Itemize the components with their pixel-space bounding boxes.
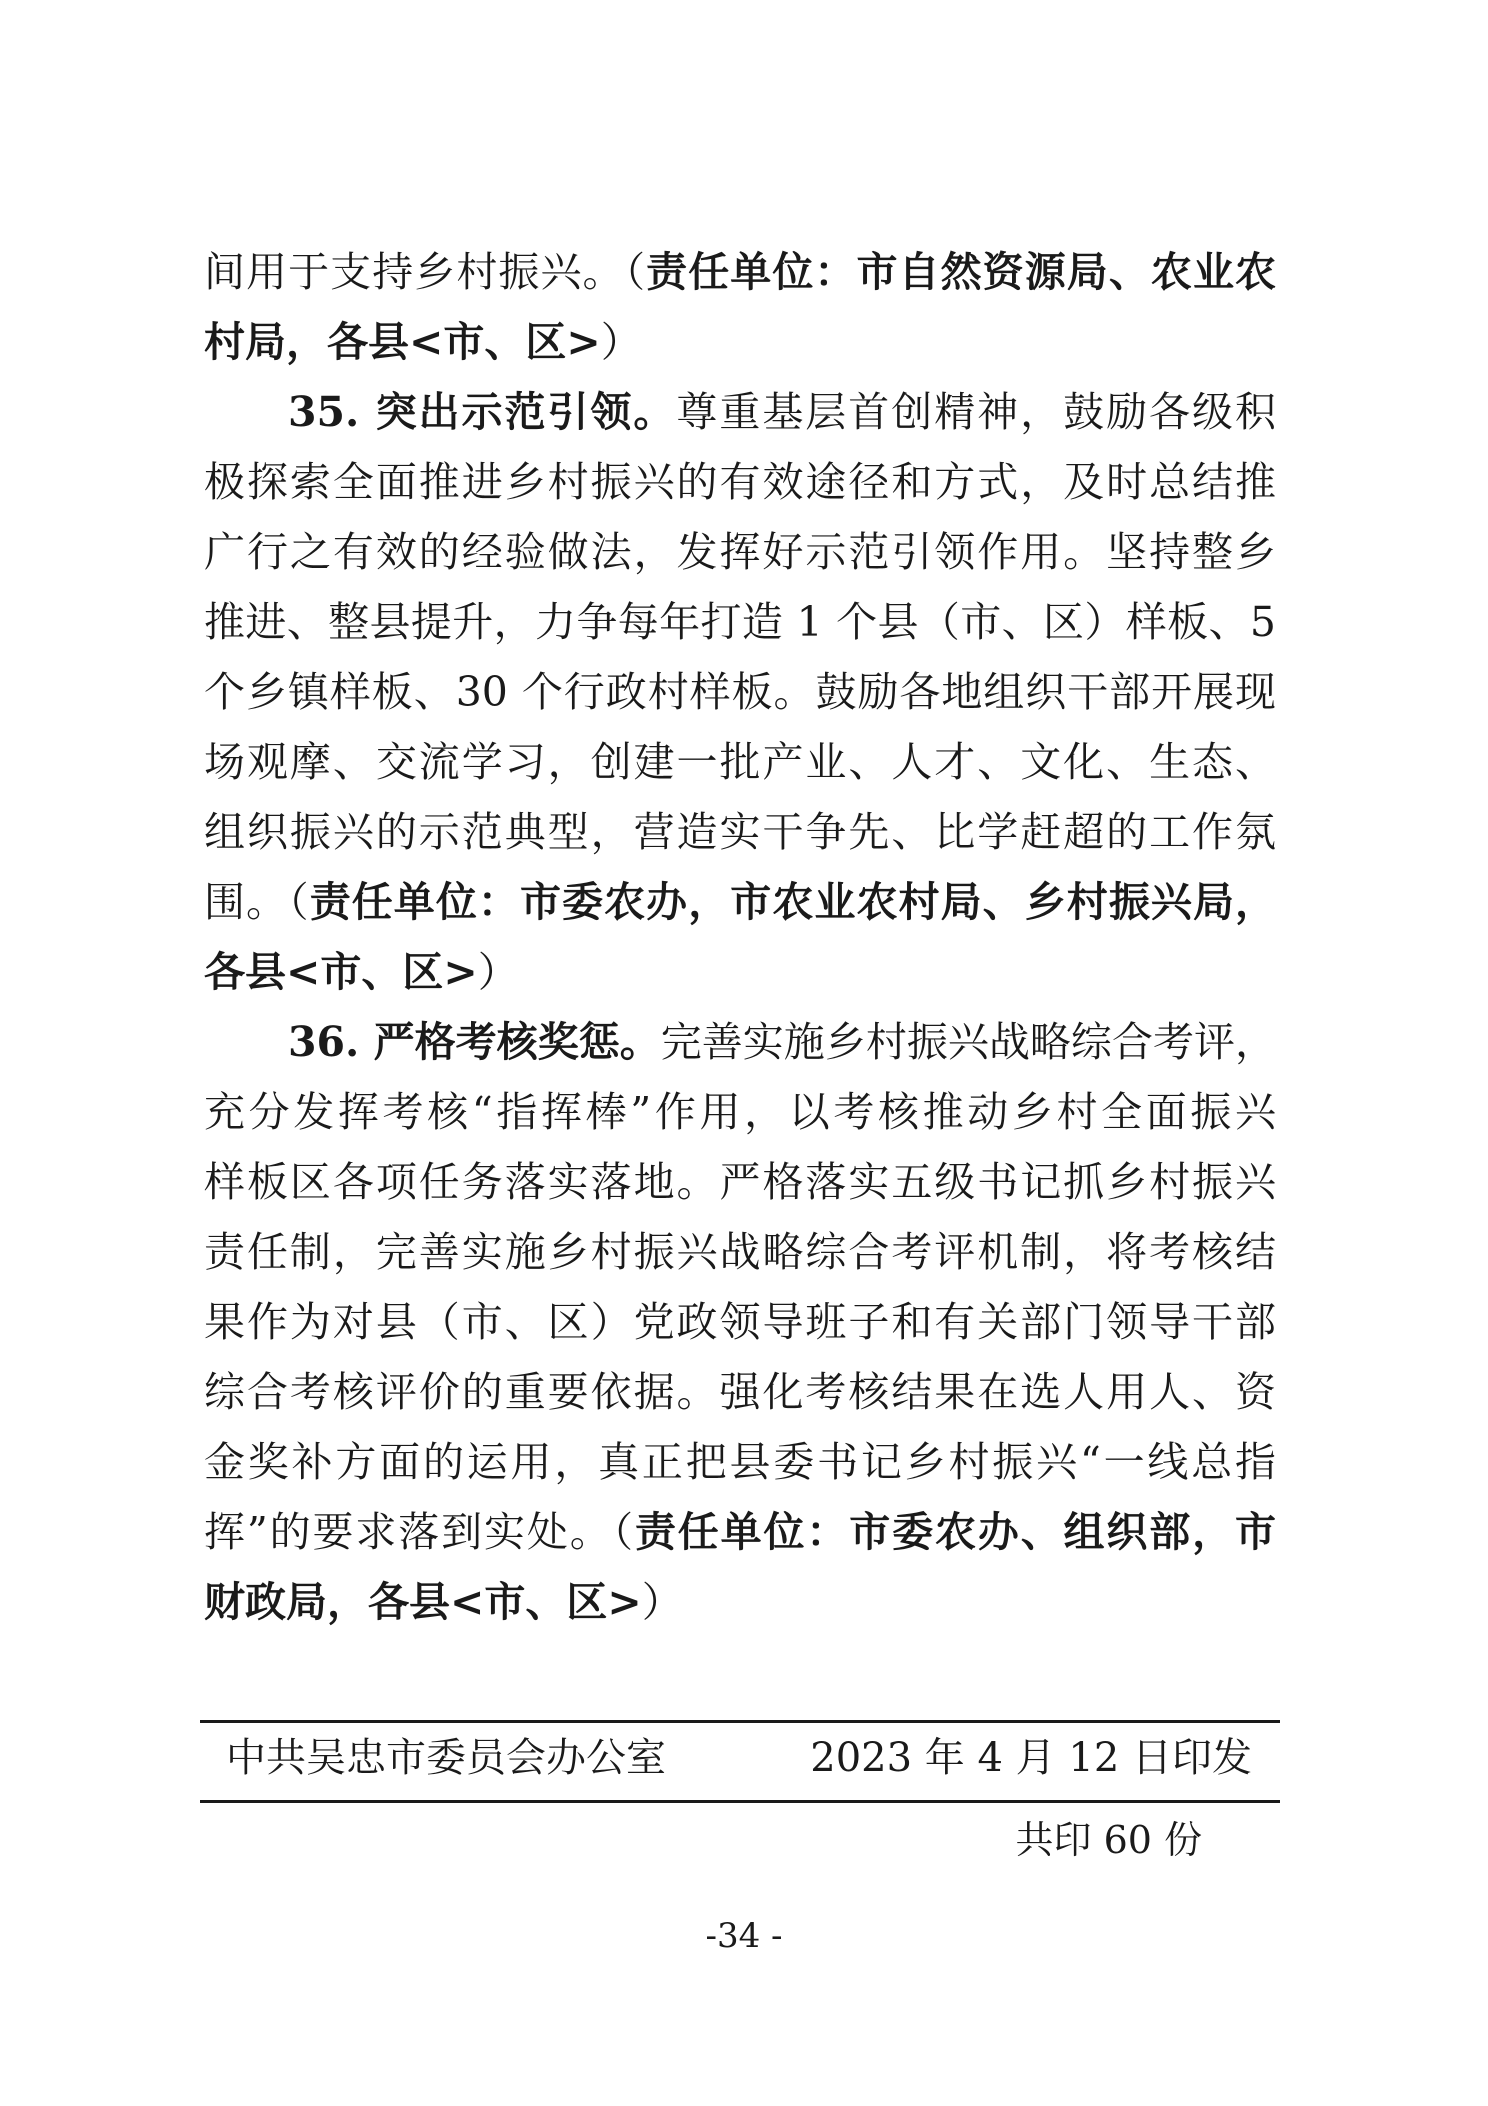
text-line: [204, 948, 1276, 996]
item-heading: 突出示范引领。: [375, 388, 677, 436]
body-text: 极探索全面推进乡村振兴的有效途径和方式，及时总结推: [204, 458, 1276, 506]
footer-bottom-rule: [200, 1800, 1280, 1803]
text-line: [204, 668, 1276, 716]
text-line: [204, 808, 1276, 856]
text-line: [204, 1158, 1276, 1206]
issuing-office: 中共吴忠市委员会办公室: [226, 1735, 666, 1781]
page-number: -34 -: [705, 1916, 783, 1956]
text-line: [204, 1088, 1276, 1136]
text-line: [204, 458, 1276, 506]
text-line: [204, 878, 1276, 926]
responsible-units: 财政局，各县<市、区>: [204, 1578, 642, 1626]
text-line: [204, 1228, 1276, 1276]
body-text: ）: [641, 1578, 683, 1626]
text-line: [204, 738, 1276, 786]
responsible-units: 责任单位：市自然资源局、农业农: [646, 248, 1277, 296]
body-text: 责任制，完善实施乡村振兴战略综合考评机制，将考核结: [204, 1228, 1276, 1276]
body-text: 广行之有效的经验做法，发挥好示范引领作用。坚持整乡: [204, 528, 1276, 576]
body-text: 果作为对县（市、区）党政领导班子和有关部门领导干部: [204, 1298, 1276, 1346]
body-text: 组织振兴的示范典型，营造实干争先、比学赶超的工作氛: [204, 808, 1276, 856]
item-36-first-line: [204, 1018, 1276, 1066]
item-number: 36.: [288, 1018, 374, 1066]
document-body: [204, 248, 1276, 1648]
body-text: 围。（: [204, 878, 310, 926]
text-line: [204, 248, 1276, 296]
footer-top-rule: [200, 1720, 1280, 1723]
print-copies: 共印 60 份: [1015, 1818, 1202, 1862]
responsible-units: 村局，各县<市、区>: [204, 318, 601, 366]
responsible-units: 各县<市、区>: [204, 948, 478, 996]
text-line: [204, 1438, 1276, 1486]
body-text: 推进、整县提升，力争每年打造 1 个县（市、区）样板、5: [204, 598, 1276, 646]
body-text: 挥”的要求落到实处。（: [204, 1508, 635, 1556]
body-text: 场观摩、交流学习，创建一批产业、人才、文化、生态、: [204, 738, 1276, 786]
body-text: 金奖补方面的运用，真正把县委书记乡村振兴“一线总指: [204, 1438, 1276, 1486]
body-text: ）: [600, 318, 642, 366]
body-text: ）: [477, 948, 519, 996]
text-line: [204, 1298, 1276, 1346]
body-text: 间用于支持乡村振兴。（: [204, 248, 647, 296]
text-line: [204, 318, 1276, 366]
body-text: 样板区各项任务落实落地。严格落实五级书记抓乡村振兴: [204, 1158, 1276, 1206]
text-line: [204, 1368, 1276, 1416]
body-text: 综合考核评价的重要依据。强化考核结果在选人用人、资: [204, 1368, 1276, 1416]
responsible-units: 责任单位：市委农办，市农业农村局、乡村振兴局，: [309, 878, 1277, 926]
responsible-units: 责任单位：市委农办、组织部，市: [634, 1508, 1276, 1556]
item-heading: 严格考核奖惩。: [373, 1018, 661, 1066]
body-text: 个乡镇样板、30 个行政村样板。鼓励各地组织干部开展现: [204, 668, 1276, 716]
body-text: 尊重基层首创精神，鼓励各级积: [676, 388, 1276, 436]
item-number: 35.: [288, 388, 376, 436]
issue-date: 2023 年 4 月 12 日印发: [810, 1735, 1252, 1781]
text-line: [204, 1578, 1276, 1626]
text-line: [204, 1508, 1276, 1556]
body-text: 完善实施乡村振兴战略综合考评，: [660, 1018, 1276, 1066]
text-line: [204, 528, 1276, 576]
body-text: 充分发挥考核“指挥棒”作用，以考核推动乡村全面振兴: [204, 1088, 1276, 1136]
item-35-first-line: [204, 388, 1276, 436]
text-line: [204, 598, 1276, 646]
